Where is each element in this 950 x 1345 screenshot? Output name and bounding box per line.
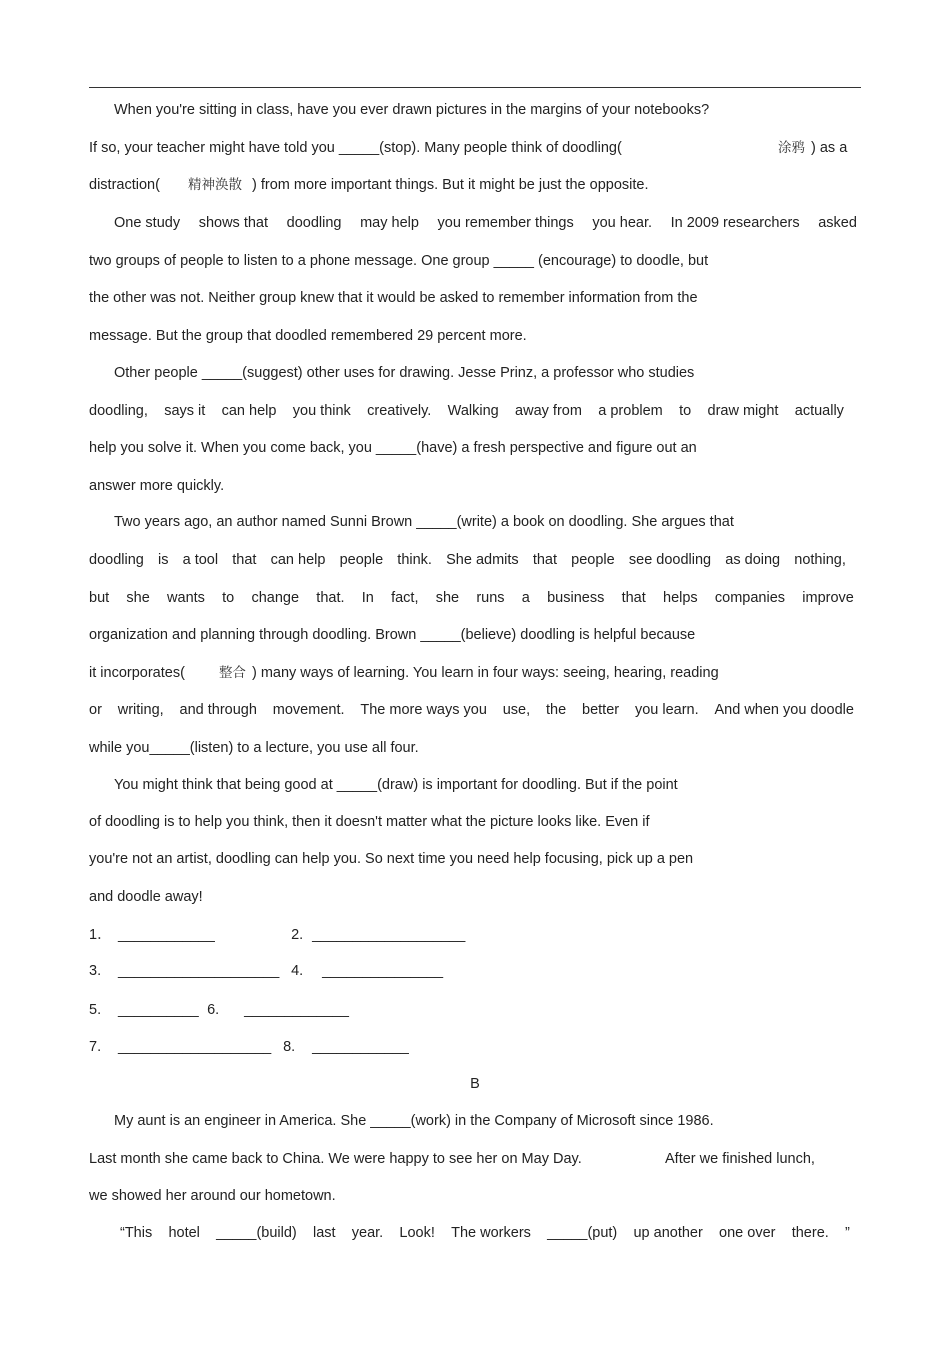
word: but <box>89 590 110 606</box>
p4-line-5-text: it incorporates( <box>89 665 185 681</box>
b-line-1: My aunt is an engineer in America. She _____(work) in the Company of Microsoft since 1986. <box>114 1113 714 1129</box>
b-line-4 <box>120 1224 850 1242</box>
word: _____(build) <box>216 1225 297 1241</box>
word: helps <box>663 590 698 606</box>
word: business <box>547 590 605 606</box>
word: that <box>621 590 646 606</box>
p5-line-3: you're not an artist, doodling can help you. So next time you need help focusing, pick up a pen <box>89 851 694 867</box>
section-b-heading: B <box>470 1076 480 1092</box>
word: to <box>679 403 692 419</box>
word: doodling, <box>89 403 148 419</box>
word: you learn. <box>634 702 699 718</box>
p1-line-3-tail: ) from more important things. But it might be just the opposite. <box>251 177 649 193</box>
p3-line-1: Other people _____(suggest) other uses for drawing. Jesse Prinz, a professor who studies <box>114 365 695 381</box>
word: companies <box>714 590 786 606</box>
word: see doodling <box>628 552 712 568</box>
word: may help <box>360 215 419 231</box>
answer-number: 2. <box>291 927 304 943</box>
answer-row-2 <box>89 962 443 980</box>
word: “This <box>120 1225 153 1241</box>
answer-number: 7. <box>89 1039 102 1055</box>
word: use, <box>502 702 531 718</box>
p2-line-1 <box>114 214 857 232</box>
b-line-2 <box>89 1150 829 1168</box>
p3-line-3: help you solve it. When you come back, you _____(have) a fresh perspective and figure out an <box>89 440 697 456</box>
word: asked <box>818 215 857 231</box>
answer-number: 1． <box>89 927 112 943</box>
p1-line-3-chinese: 精神涣散 <box>187 177 242 193</box>
p5-line-2: of doodling is to help you think, then it doesn't matter what the picture looks like. Even if <box>89 814 650 830</box>
answer-blank[interactable]: ____________ <box>312 1039 409 1055</box>
word: shows that <box>198 215 269 231</box>
p2-line-4: message. But the group that doodled remembered 29 percent more. <box>89 328 527 344</box>
answer-blank[interactable]: ___________________ <box>118 1039 272 1055</box>
p3-line-4: answer more quickly. <box>89 478 225 494</box>
word: she <box>126 590 150 606</box>
word: you remember things <box>437 215 574 231</box>
p1-line-1: When you're sitting in class, have you ever drawn pictures in the margins of your notebooks? <box>114 102 710 118</box>
b-line-2-tail: After we finished lunch, <box>665 1151 815 1167</box>
answer-row-1 <box>89 926 465 944</box>
word: year. <box>351 1225 384 1241</box>
p1-line-2-text: If so, your teacher might have told you _____(stop). Many people think of doodling( <box>89 140 622 156</box>
answer-blank[interactable]: _______________ <box>322 963 444 979</box>
p3-line-2 <box>89 402 844 420</box>
word: The workers <box>451 1225 531 1241</box>
word: people <box>339 552 384 568</box>
p4-line-5-tail: ) many ways of learning. You learn in four ways: seeing, hearing, reading <box>251 665 719 681</box>
word: that. <box>316 590 345 606</box>
word: draw might <box>707 403 779 419</box>
word: In <box>361 590 374 606</box>
word: ” <box>845 1225 850 1241</box>
p1-line-3-text: distraction( <box>89 177 160 193</box>
p5-line-1: You might think that being good at _____(draw) is important for doodling. But if the point <box>114 777 678 793</box>
word: you hear. <box>592 215 653 231</box>
word: doodling <box>286 215 342 231</box>
word: wants <box>167 590 205 606</box>
answer-number: 4. <box>291 963 304 979</box>
answer-blank[interactable]: _____________ <box>244 1002 349 1018</box>
answer-number: 8. <box>283 1039 296 1055</box>
p1-line-2-chinese: 涂鸦 <box>778 140 805 156</box>
word: a <box>521 590 530 606</box>
answer-row-3 <box>89 1001 349 1019</box>
word: In 2009 researchers <box>670 215 800 231</box>
word: says it <box>164 403 206 419</box>
b-line-3: we showed her around our hometown. <box>89 1188 336 1204</box>
word: the <box>546 702 567 718</box>
word: away from <box>515 403 582 419</box>
p5-line-4: and doodle away! <box>89 889 203 905</box>
word: that <box>532 552 558 568</box>
word: up another <box>633 1225 703 1241</box>
word: is <box>157 552 169 568</box>
word: Walking <box>447 403 499 419</box>
word: _____(put) <box>547 1225 618 1241</box>
p4-line-6 <box>89 701 854 719</box>
p2-line-2: two groups of people to listen to a phone message. One group _____ (encourage) to doodle, but <box>89 253 709 269</box>
word: last <box>312 1225 336 1241</box>
p1-line-2-tail: ) as a <box>811 140 848 156</box>
word: think. <box>397 552 432 568</box>
word: change <box>251 590 300 606</box>
word: runs <box>476 590 505 606</box>
header-rule <box>89 87 861 88</box>
word: a tool <box>182 552 219 568</box>
word: doodling <box>89 552 144 568</box>
word: nothing, <box>794 552 846 568</box>
word: Look! <box>399 1225 435 1241</box>
word: creatively. <box>367 403 432 419</box>
p4-line-3 <box>89 589 854 607</box>
p1-line-2 <box>89 139 849 157</box>
answer-blank[interactable]: ___________________ <box>312 927 466 943</box>
b-line-2-text: Last month she came back to China. We were happy to see her on May Day. <box>89 1151 582 1167</box>
word: hotel <box>168 1225 200 1241</box>
p4-line-5-chinese: 整合 <box>218 665 246 681</box>
word: one over <box>719 1225 776 1241</box>
word: can help <box>221 403 277 419</box>
word: that <box>232 552 257 568</box>
p4-line-7: while you_____(listen) to a lecture, you use all four. <box>89 740 419 756</box>
word: fact, <box>391 590 419 606</box>
word: movement. <box>272 702 345 718</box>
answer-number: 6. <box>207 1002 220 1018</box>
p4-line-5 <box>89 664 719 682</box>
word: And when you doodle <box>714 702 854 718</box>
word: a problem <box>598 403 663 419</box>
word: and through <box>179 702 257 718</box>
word: improve <box>802 590 854 606</box>
word: She admits <box>446 552 519 568</box>
answer-blank[interactable]: ____________ <box>118 927 215 943</box>
answer-number: 5. <box>89 1002 102 1018</box>
word: she <box>435 590 460 606</box>
p4-line-1: Two years ago, an author named Sunni Brown _____(write) a book on doodling. She argues that <box>114 514 734 530</box>
word: there. <box>791 1225 829 1241</box>
word: to <box>222 590 235 606</box>
word: or <box>89 702 102 718</box>
word: better <box>582 702 620 718</box>
word: One study <box>114 215 181 231</box>
answer-number: 3. <box>89 963 102 979</box>
word: people <box>571 552 615 568</box>
word: actually <box>794 403 844 419</box>
word: The more ways you <box>360 702 487 718</box>
answer-row-4 <box>89 1038 409 1056</box>
p4-line-4: organization and planning through doodling. Brown _____(believe) doodling is helpful because <box>89 627 696 643</box>
word: you think <box>292 403 351 419</box>
answer-blank[interactable]: ____________________ <box>118 963 280 979</box>
word: can help <box>270 552 326 568</box>
p4-line-2 <box>89 551 846 569</box>
word: as doing <box>725 552 781 568</box>
answer-blank[interactable]: __________ <box>118 1002 199 1018</box>
word: writing, <box>117 702 164 718</box>
p1-line-3 <box>89 176 649 194</box>
p2-line-3: the other was not. Neither group knew that it would be asked to remember information from the <box>89 290 698 306</box>
